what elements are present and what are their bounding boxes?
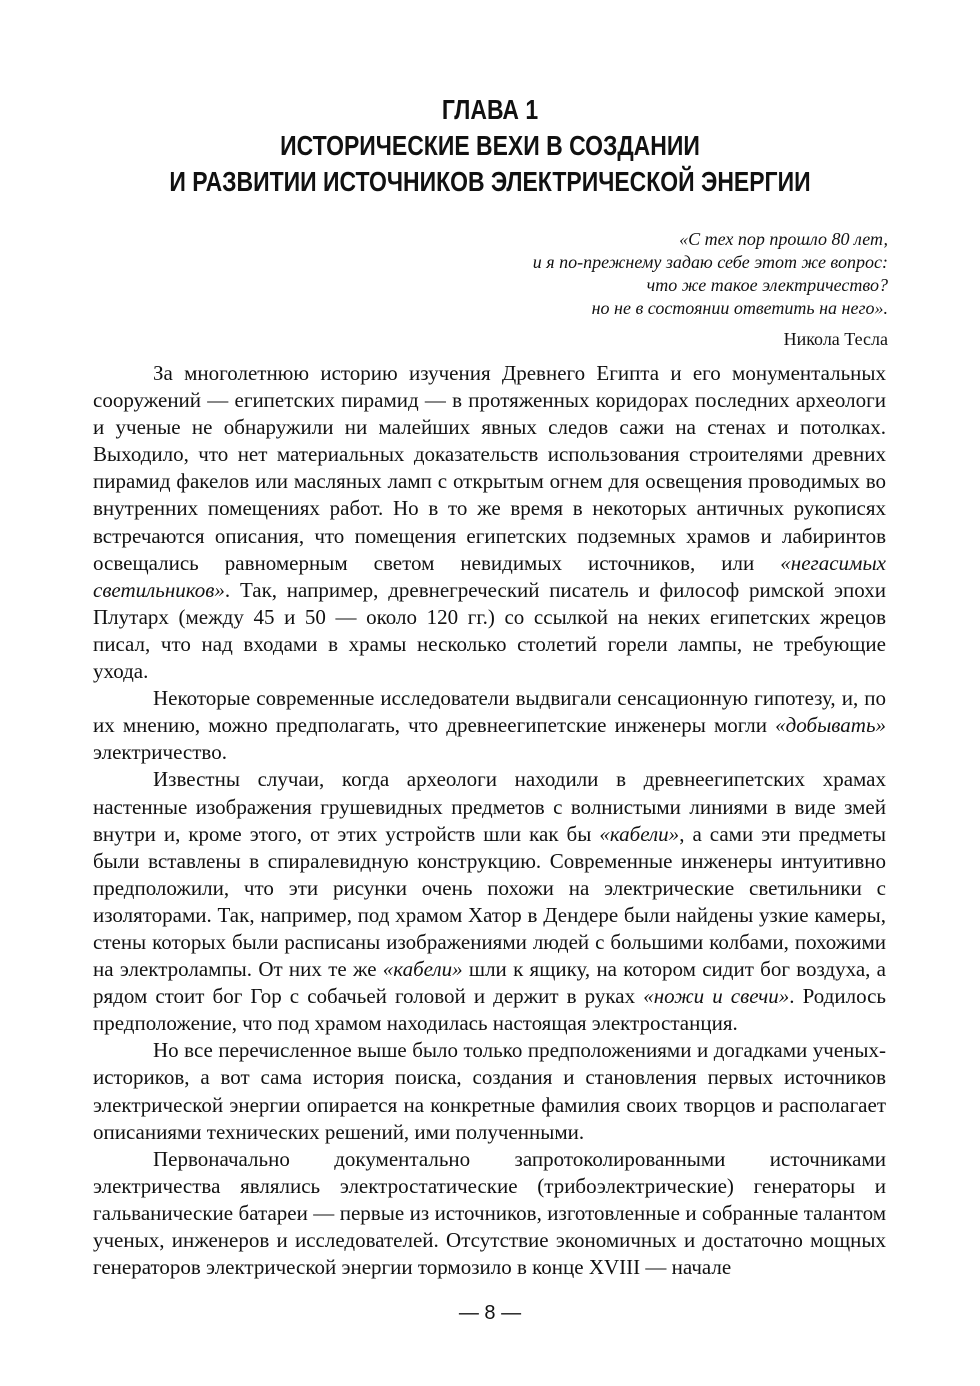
paragraph [93,685,886,766]
epigraph-quote [288,228,888,320]
text-run: Известны случаи, когда археологи находили в древнеегипетских храмах настенные изображения грушевидных предметов с волнистыми линиями в виде змей внутри и, кроме этого, от этих устройств шли как бы [93,767,886,846]
epigraph-line: что же такое электричество? [646,275,888,295]
italic-quote: «кабели» [382,957,463,982]
epigraph-line: и я по-прежнему задаю себе этот же вопрос: [532,252,888,272]
epigraph-author: Никола Тесла [783,329,888,349]
text-run: Первоначально документально запротоколированными источниками электричества являлись электростатические (трибоэлектрические) генераторы и гальванические батареи — первые из источников, изготовленные и собранные талантом ученых, инженеров и исследователей. Отсутствие экономичных и достаточно мощных генераторов электрической энергии тормозило в конце XVIII — начале [93,1146,886,1280]
paragraph [93,360,886,685]
body-text [93,360,886,1281]
page-number: — 8 — [458,1302,522,1324]
paragraph [93,766,886,1037]
text-run: . Родилось предположение, что под храмом находилась настоящая электростанция. [93,984,886,1036]
italic-quote: «негасимых светильников» [93,550,886,602]
text-run: , а сами эти предметы были вставлены в спиралевидную конструкцию. Современные инженеры интуитивно предположили, что эти рисунки очень похожи на электрические светильники с изоляторами. Так, например, под храмом Хатор в Дендере были найдены узкие камеры, стены которых были расписаны изображениями людей с большими колбами, похожими на электролампы. От них те же [93,821,886,982]
text-run: Но все перечисленное выше было только предположениями и догадками ученых-историков, а вот сама история поиска, создания и становления первых источников электрической энергии опирается на конкретные фамилия своих творцов и располагает описаниями технических решений, ими полученными. [93,1038,886,1144]
text-run: электричество. [93,740,227,765]
italic-quote: «ножи и свечи» [643,984,790,1009]
italic-quote: «кабели» [599,821,680,846]
paragraph [93,1037,886,1145]
chapter-heading [137,92,842,200]
chapter-label: ГЛАВА 1 [441,94,539,125]
text-run: Некоторые современные исследователи выдвигали сенсационную гипотезу, и, по их мнению, можно предполагать, что древнеегипетские инженеры могли [93,686,886,738]
paragraph [93,1146,886,1281]
epigraph-line: но не в состоянии ответить на него». [591,298,888,318]
epigraph-line: «С тех пор прошло 80 лет, [679,229,888,249]
text-run: шли к ящику, на котором сидит бог воздуха, а рядом стоит бог Гор с собачьей головой и держит в руках [93,957,886,1009]
chapter-title-line-2: И РАЗВИТИИ ИСТОЧНИКОВ ЭЛЕКТРИЧЕСКОЙ ЭНЕРГИИ [169,166,811,197]
text-run: За многолетнюю историю изучения Древнего Египта и его монументальных сооружений — египетских пирамид — в протяженных коридорах последних археологи и ученые не обнаружили ни малейших явных следов сажи на стенах и потолках. Выходило, что нет материальных доказательств использования строителями древних пирамид факелов или масляных ламп с открытым огнем для освещения проводимых во внутренних помещениях работ. Но в то же время в некоторых античных рукописях встречаются описания, что помещения египетских подземных храмов и лабиринтов освещались равномерным светом невидимых источников, или [93,361,886,575]
chapter-title-line-1: ИСТОРИЧЕСКИЕ ВЕХИ В СОЗДАНИИ [280,130,700,161]
italic-quote: «добывать» [775,713,886,738]
text-run: . Так, например, древнегреческий писатель и философ римской эпохи Плутарх (между 45 и 50 — около 120 гг.) со ссылкой на неких египетских жрецов писал, что над входами в храмы несколько столетий горели лампы, не требующие ухода. [93,577,886,684]
